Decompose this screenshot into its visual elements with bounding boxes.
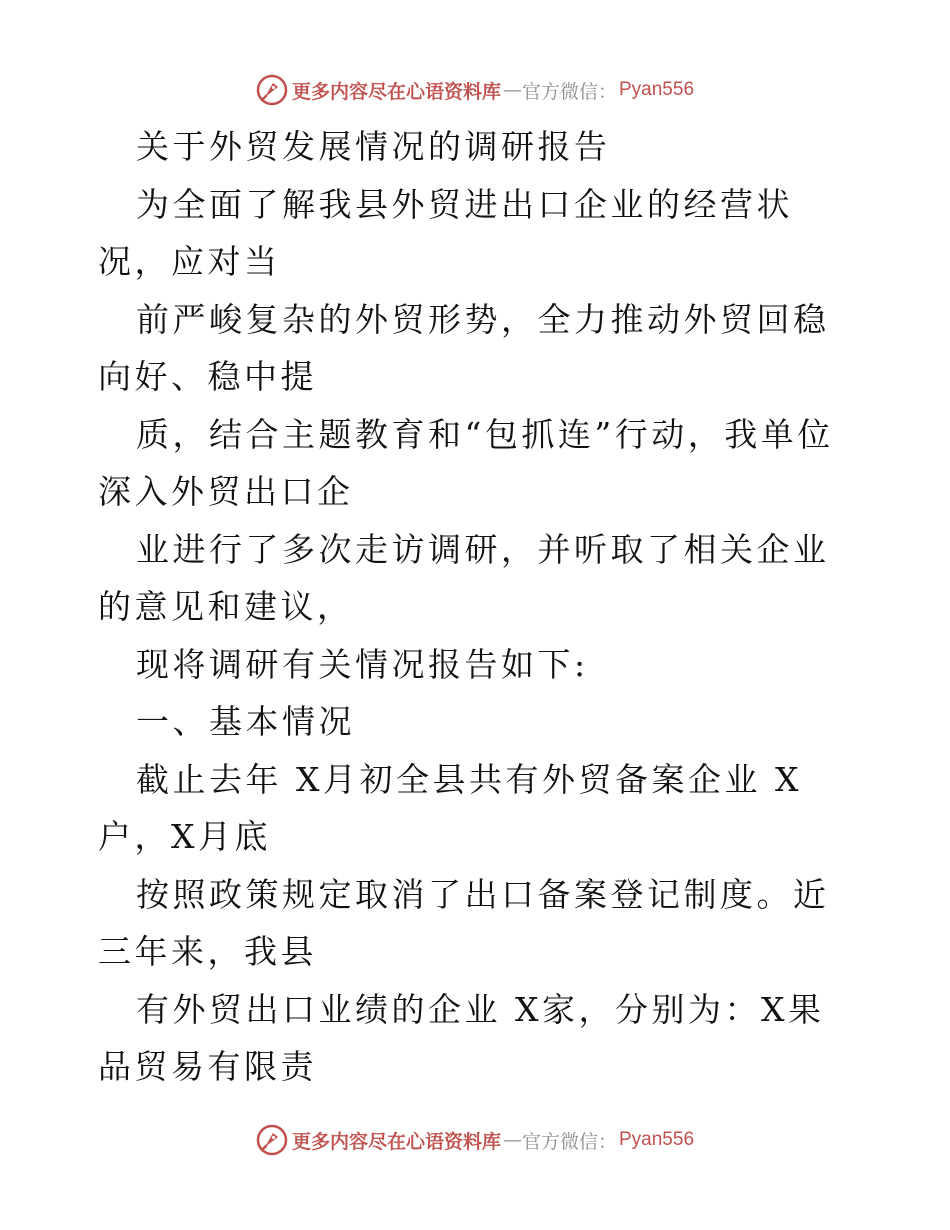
banner-main-text: 更多内容尽在心语资料库 (291, 1130, 501, 1153)
banner-dash: — (502, 79, 520, 101)
banner-wechat-label: 官方微信： (521, 1130, 617, 1153)
paragraph-line: 业进行了多次走访调研，并听取了相关企业的意见和建议， (98, 529, 830, 626)
banner-wechat-id: Pyan556 (619, 79, 695, 100)
paragraph-line: 现将调研有关情况报告如下: (136, 644, 589, 684)
section-heading: 一、基本情况 (136, 702, 355, 741)
paragraph-line: 前严峻复杂的外贸形势，全力推动外贸回稳向好、稳中提 (98, 299, 830, 396)
banner-wechat-id: Pyan556 (619, 1129, 695, 1150)
paragraph-line: 截止去年 X月初全县共有外贸备案企业 X户，X月底 (98, 759, 802, 856)
banner-wechat-label: 官方微信： (521, 80, 617, 103)
paragraph-line: 有外贸出口业绩的企业 X家，分别为：X果品贸易有限责 (98, 989, 825, 1086)
paragraph-line: 质，结合主题教育和“包抓连”行动，我单位深入外贸出口企 (98, 414, 834, 511)
document-title: 关于外贸发展情况的调研报告 (136, 127, 611, 166)
footer-watermark-banner (0, 1120, 950, 1160)
banner-dash: — (502, 1129, 520, 1151)
pen-nib-logo-icon (256, 74, 288, 106)
header-watermark-banner (0, 70, 950, 110)
banner-main-text: 更多内容尽在心语资料库 (291, 80, 501, 103)
paragraph-line: 按照政策规定取消了出口备案登记制度。近三年来，我县 (98, 874, 830, 971)
document-body (98, 118, 858, 1096)
pen-nib-logo-icon (256, 1124, 288, 1156)
paragraph-line: 为全面了解我县外贸进出口企业的经营状况，应对当 (98, 184, 793, 281)
